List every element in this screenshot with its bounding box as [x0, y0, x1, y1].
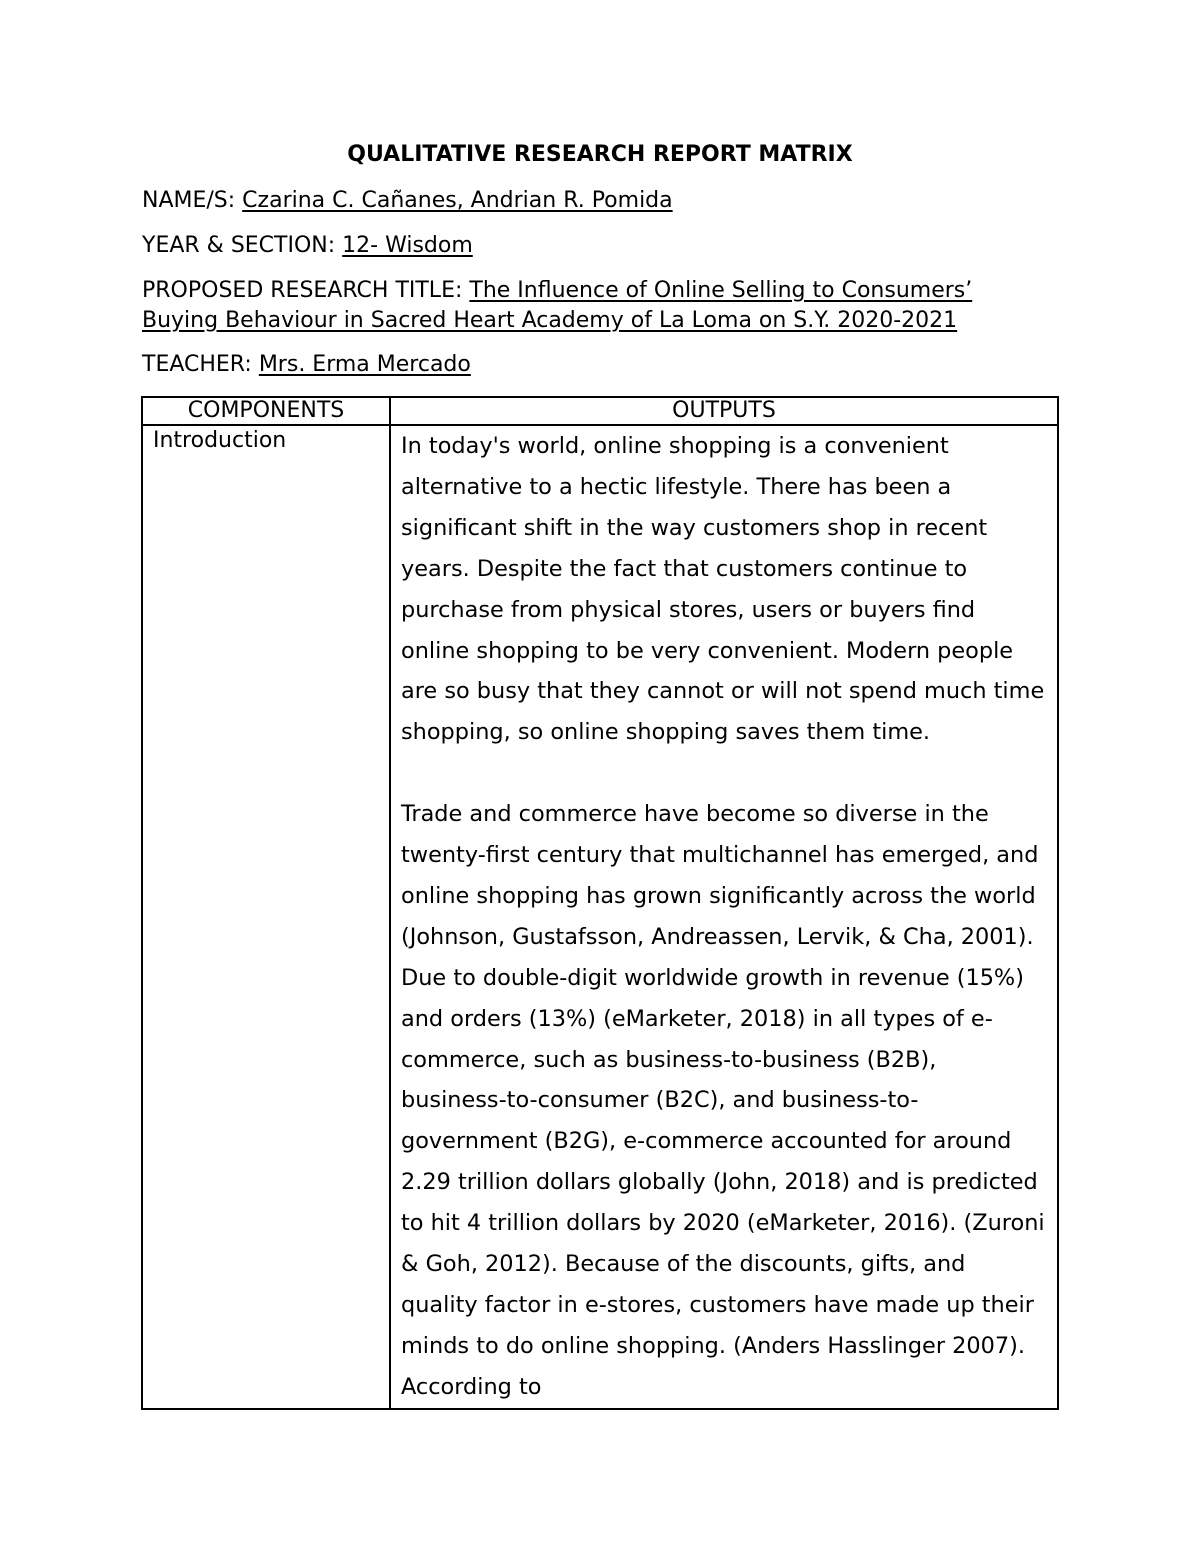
teacher-value: Mrs. Erma Mercado	[258, 352, 471, 377]
teacher-label: TEACHER:	[142, 352, 259, 377]
research-title-field-continued	[142, 306, 957, 336]
table-header-row	[142, 397, 1058, 425]
output-cell	[390, 425, 1058, 1409]
output-paragraph: In today's world, online shopping is a convenient alternative to a hectic lifestyle. There has been a significant shift in the way customers shop in recent years. Despite the fact that customers continue to purchase from physical stores, users or buyers find online shopping to be very convenient. Modern people are so busy that they cannot or will not spend much time shopping, so online shopping saves them time.	[401, 433, 1045, 746]
names-value: Czarina C. Cañanes, Andrian R. Pomida	[242, 188, 673, 213]
table-row	[142, 425, 1058, 1409]
components-column-header: COMPONENTS	[142, 397, 390, 425]
year-section-label: YEAR & SECTION:	[142, 233, 343, 258]
names-label: NAME/S:	[142, 188, 243, 213]
research-title-value-line2: Buying Behaviour in Sacred Heart Academy of La Loma on S.Y. 2020-2021	[142, 308, 958, 333]
year-section-field	[142, 231, 473, 261]
research-title-value-line1: The Influence of Online Selling to Consumers’	[469, 278, 973, 303]
teacher-field	[142, 350, 471, 380]
component-cell: Introduction	[142, 425, 390, 1409]
names-field	[142, 186, 673, 216]
research-title-field	[142, 276, 972, 306]
paragraph-spacer	[401, 753, 1049, 794]
outputs-column-header: OUTPUTS	[390, 397, 1058, 425]
research-title-label: PROPOSED RESEARCH TITLE:	[142, 278, 470, 303]
document-heading: QUALITATIVE RESEARCH REPORT MATRIX	[347, 142, 853, 167]
report-matrix-table	[141, 396, 1059, 1410]
output-paragraph: Trade and commerce have become so diverse in the twenty-first century that multichannel has emerged, and online shopping has grown significantly across the world (Johnson, Gustafsson, Andreassen, Lervik, & Cha, 2001). Due to double-digit worldwide growth in revenue (15%) and orders (13%) (eMarketer, 2018) in all types of e-commerce, such as business-to-business (B2B), business-to-consumer (B2C), and business-to-government (B2G), e-commerce accounted for around 2.29 trillion dollars globally (John, 2018) and is predicted to hit 4 trillion dollars by 2020 (eMarketer, 2016). (Zuroni & Goh, 2012). Because of the discounts, gifts, and quality factor in e-stores, customers have made up their minds to do online shopping. (Anders Hasslinger 2007). According to	[401, 801, 1045, 1400]
year-section-value: 12- Wisdom	[342, 233, 473, 258]
